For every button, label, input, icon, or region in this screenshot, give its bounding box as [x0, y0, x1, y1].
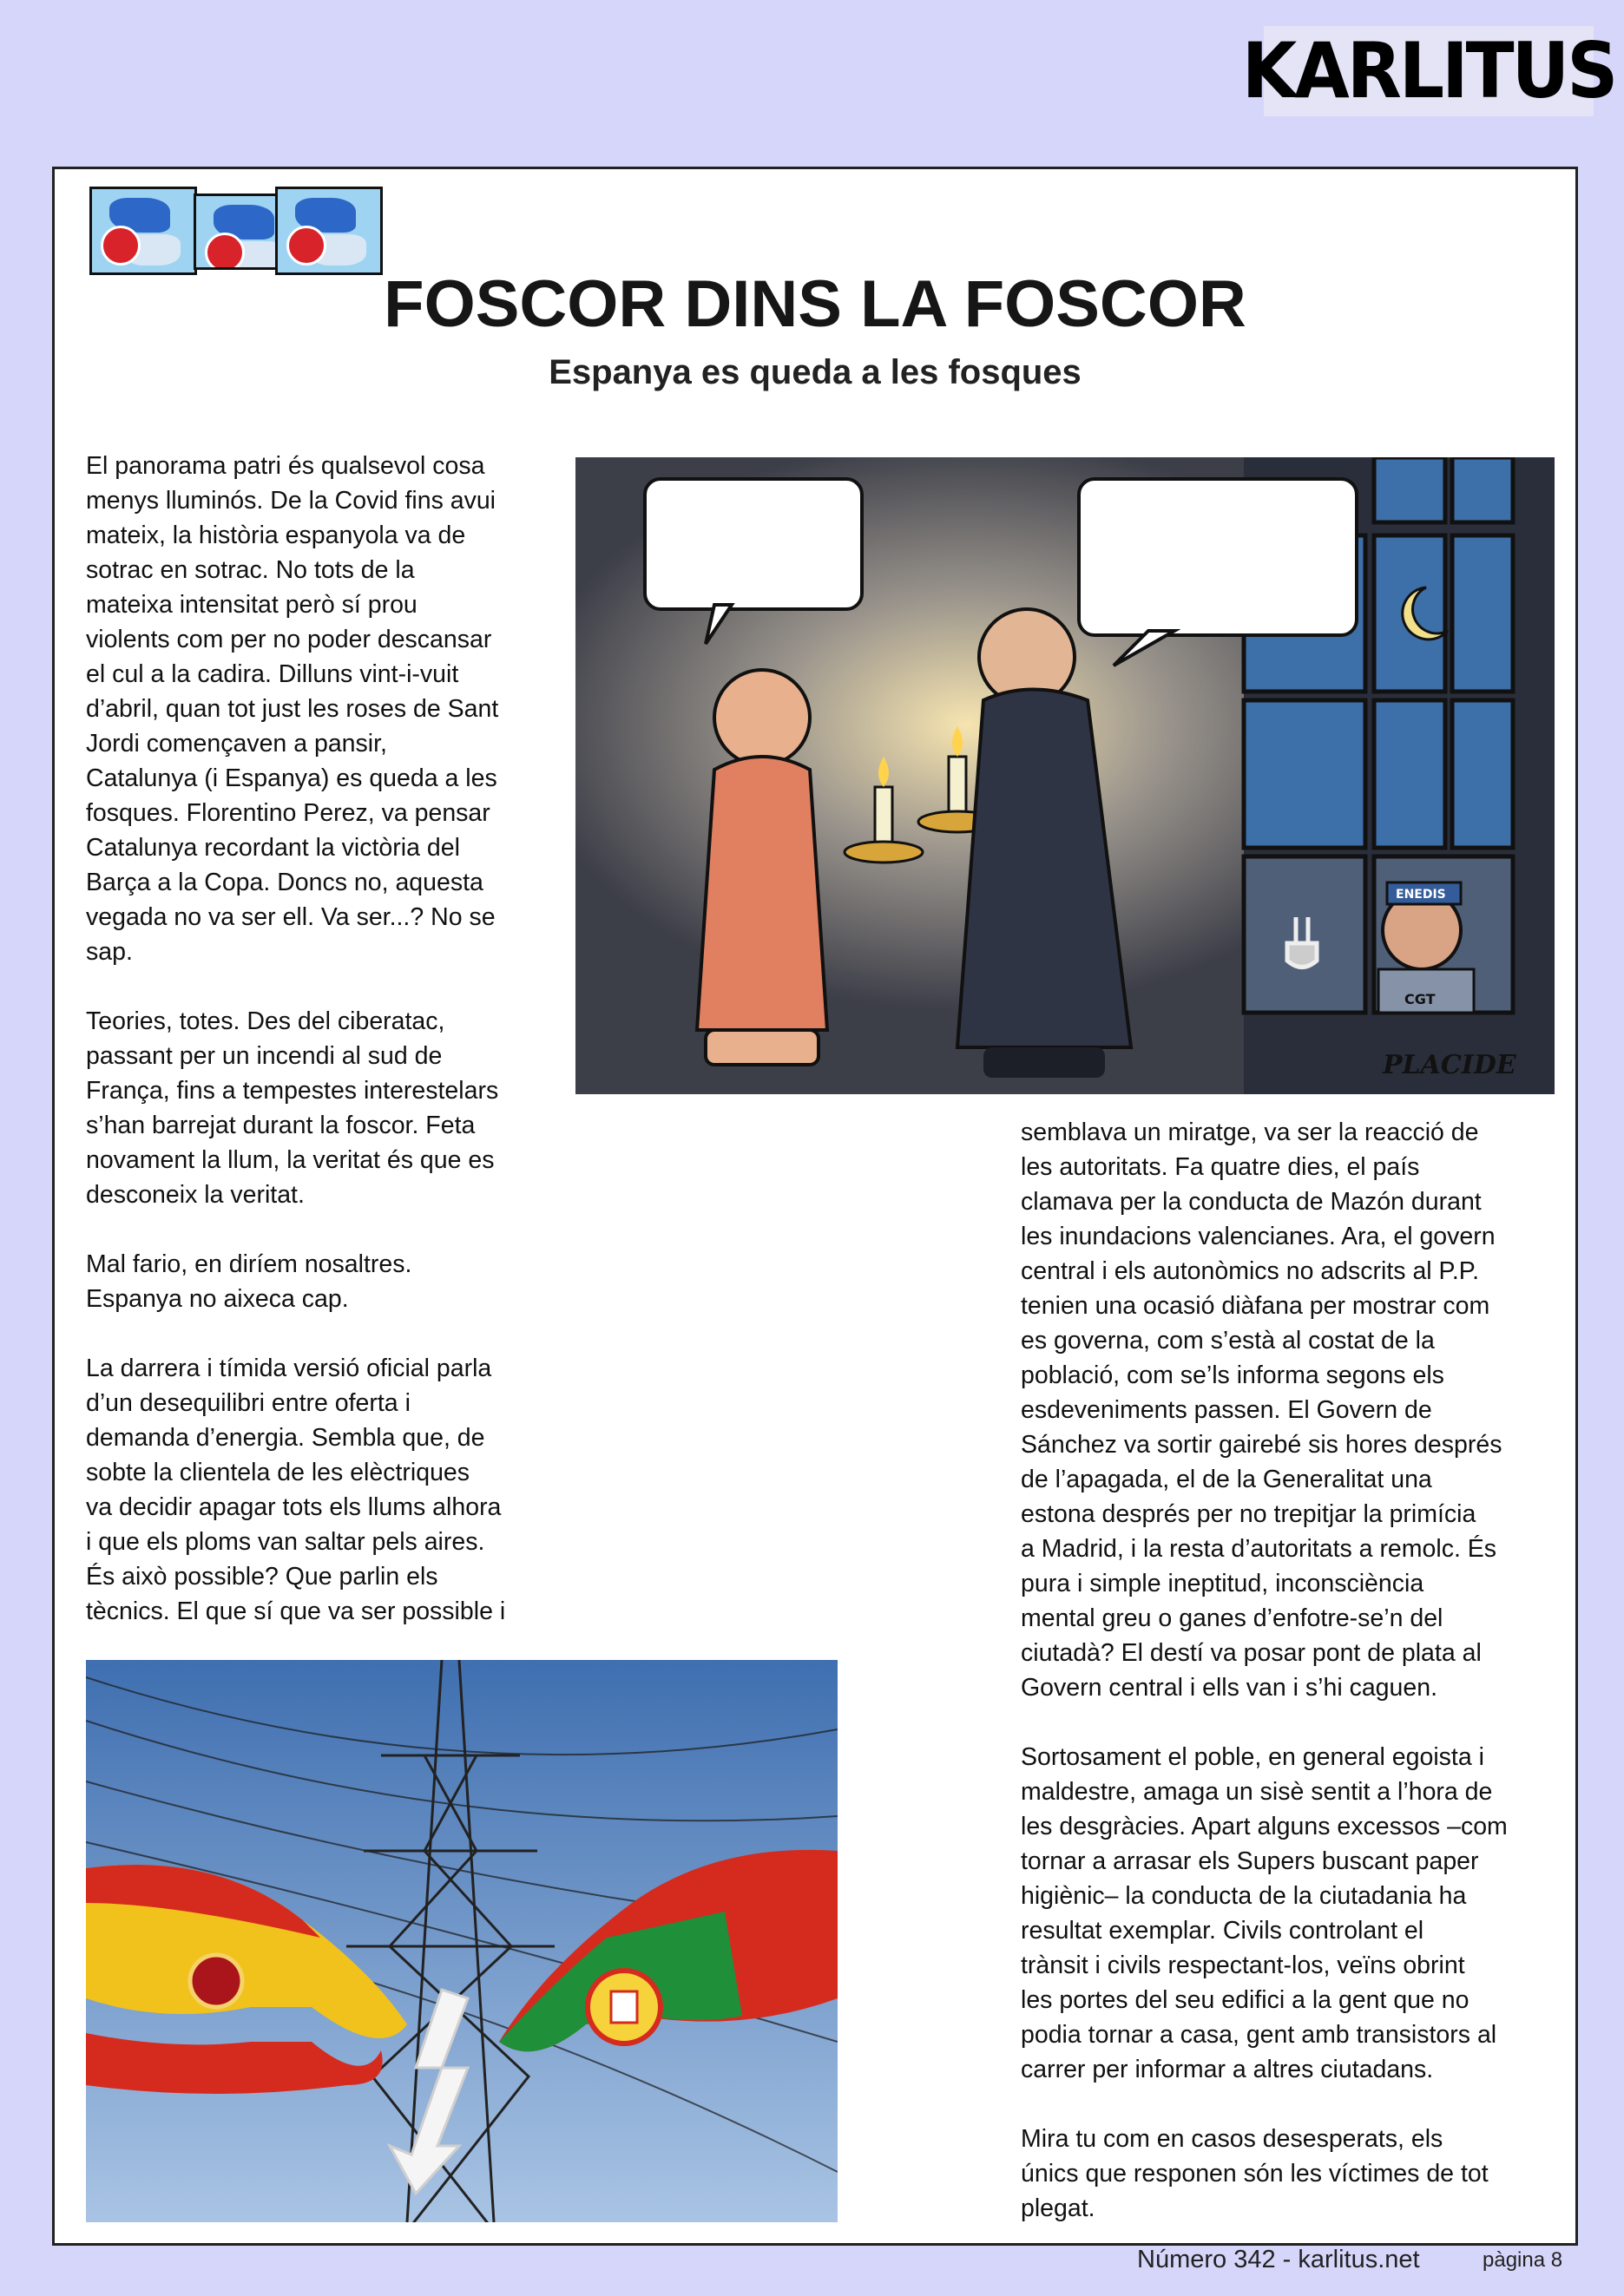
- man-in-robe: [697, 670, 827, 1065]
- map-thumbnail[interactable]: [275, 187, 383, 275]
- issue-number: Número 342 - karlitus.net: [1137, 2246, 1420, 2273]
- worker-shirt-label: CGT: [1404, 991, 1436, 1007]
- series-thumbnails: [89, 187, 385, 273]
- paragraph: Mira tu com en casos desesperats, els únics que responen són les víctimes de tot plegat.: [1021, 2125, 1489, 2222]
- paragraph: Sortosament el poble, en general egoista i maldestre, amaga un sisè sentit a l’hora de les desgràcies. Apart alguns excessos –com tornar a arrasar els Supers buscant paper higiènic– la conducta de la ciutadania ha resultat exemplar. Civils controlant el trànsit i civils respectant-los, veïns obrint les portes del seu edifici a la gent que no podia tornar a casa, gent amb transistors al carrer per informar a altres ciutadans.: [1021, 1743, 1508, 2083]
- paragraph: semblava un miratge, va ser la reacció de les autoritats. Fa quatre dies, el país clamava per la conducta de Mazón durant les inundacions valencianes. Ara, el govern central i els autonòmics no adscrits al P.P. tenien una ocasió diàfana per mostrar com es governa, com s’està al costat de la població, com se’ls informa segons els esdeveniments passen. El Govern de Sánchez va sortir gairebé sis hores després de l’apagada, el de la Generalitat una estona després per no trepitjar la primícia a Madrid, i la resta d’autoritats a remolc. És pura i simple ineptitud, inconsciència mental greu o ganes d’enfotre-se’n del ciutadà? El destí va posar pont de plata al Govern central i ells van i s’hi caguen.: [1021, 1118, 1502, 1702]
- pylon-handshake-photo: [86, 1660, 838, 2222]
- cartoonist-signature: PLACIDE: [1383, 1050, 1516, 1080]
- logo-text: KARLITUS: [1241, 26, 1616, 116]
- speech-bubble-left: [645, 479, 862, 609]
- paragraph: Mal fario, en diríem nosaltres. Espanya no aixeca cap.: [86, 1250, 412, 1313]
- karlitus-logo: [1241, 26, 1616, 116]
- article-frame: [52, 167, 1578, 2246]
- speech-bubble-right: [1079, 479, 1357, 635]
- cartoon-illustration: [575, 457, 1555, 1094]
- paragraph: El panorama patri és qualsevol cosa menys lluminós. De la Covid fins avui mateix, la història espanyola va de sotrac en sotrac. No tots de la mateixa intensitat però sí prou violents com per no poder descansar el cul a la cadira. Dilluns vint-i-vuit d’abril, quan tot just les roses de Sant Jordi començaven a pansir, Catalunya (i Espanya) es queda a les fosques. Florentino Perez, va pensar Catalunya recordant la victòria del Barça a la Copa. Doncs no, aquesta vegada no va ser ell. Va ser...? No se sap.: [86, 452, 499, 966]
- right-column: [1021, 1115, 1542, 2226]
- worker-cap-label: ENEDIS: [1396, 888, 1446, 902]
- map-thumbnail[interactable]: [89, 187, 197, 275]
- article-subtitle: Espanya es queda a les fosques: [549, 353, 1082, 391]
- article-title: FOSCOR DINS LA FOSCOR: [384, 267, 1246, 341]
- page-number: pàgina 8: [1483, 2248, 1563, 2272]
- paragraph: Teories, totes. Des del ciberatac, passant per un incendi al sud de França, fins a tempestes interestelars s’han barrejat durant la foscor. Feta novament la llum, la veritat és que es desconeix la veritat.: [86, 1007, 499, 1209]
- left-column: [86, 449, 537, 1629]
- paragraph: La darrera i tímida versió oficial parla d’un desequilibri entre oferta i demanda d’energia. Sembla que, de sobte la clientela de les elèctriques va decidir apagar tots els llums alhora i que els ploms van saltar pels aires. És això possible? Que parlin els tècnics. El que sí que va ser possible i: [86, 1355, 506, 1625]
